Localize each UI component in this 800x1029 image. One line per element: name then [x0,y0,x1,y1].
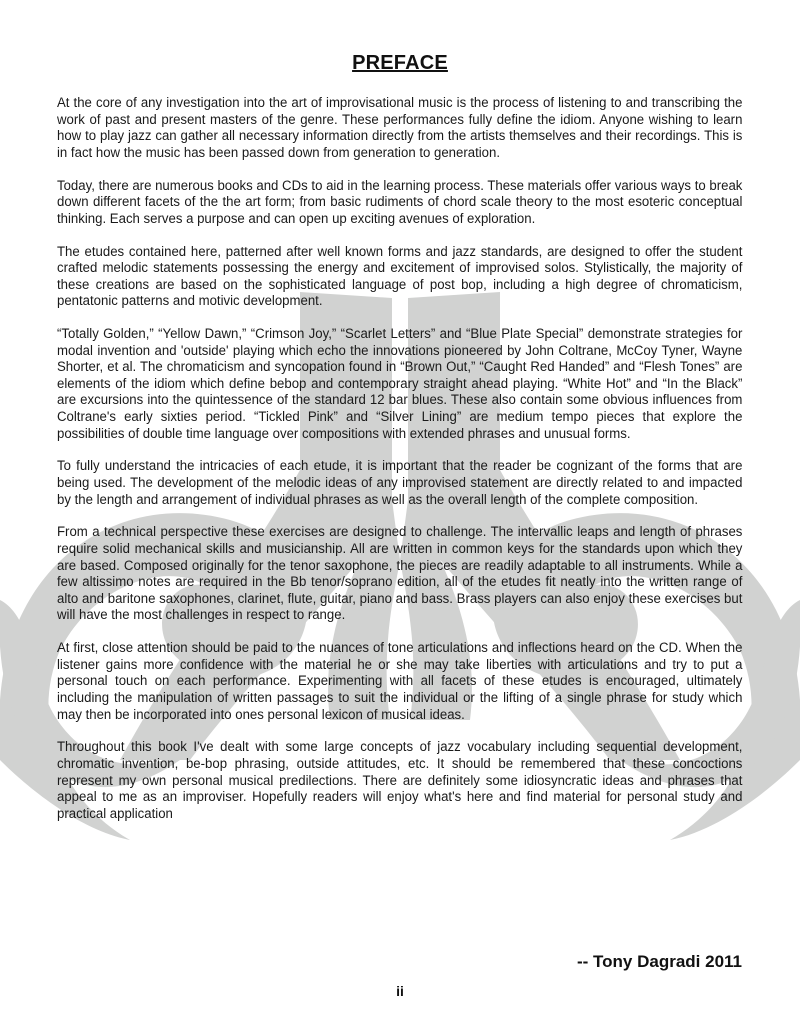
author-signature: -- Tony Dagradi 2011 [576,952,742,971]
paragraph: The etudes contained here, patterned after well known forms and jazz standards, are designed to offer the student crafted melodic statements possessing the energy and excitement of improvised solos. Stylistically, the majority of these creations are based on the sophisticated language of post bop, including a high degree of chromaticism, pentatonic patterns and motivic development. [57,243,743,310]
paragraph: From a technical perspective these exercises are designed to challenge. The intervallic leaps and length of phrases require solid mechanical skills and musicianship. All are written in common keys for the standards upon which they are based. Composed originally for the tenor saxophone, the pieces are readily adaptable to all instruments. While a few altissimo notes are required in the Bb tenor/soprano edition, all of the etudes fit neatly into the written range of alto and baritone saxophones, clarinet, flute, guitar, piano and bass. Brass players can also enjoy these exercises but will have the most challenges in respect to range. [57,524,743,624]
paragraph: “Totally Golden,” “Yellow Dawn,” “Crimson Joy,” “Scarlet Letters” and “Blue Plate Special” demonstrate strategies for modal invention and 'outside' playing which echo the innovations pioneered by John Coltrane, McCoy Tyner, Wayne Shorter, et al. The chromaticism and syncopation found in “Brown Out,” “Caught Red Handed” and “Flesh Tones” are elements of the idiom which define bebop and contemporary straight ahead playing. “White Hot” and “In the Black” are excursions into the quintessence of the standard 12 bar blues. These also contain some obvious influences from Coltrane's early sixties period. “Tickled Pink” and “Silver Lining” are medium tempo pieces that explore the possibilities of double time language over compositions with extended phrases and unusual forms. [57,326,743,442]
paragraph: At first, close attention should be paid to the nuances of tone articulations and inflections heard on the CD. When the listener gains more confidence with the material he or she may take liberties with articulations and try to put a personal touch on each performance. Experimenting with all facets of these etudes is encouraged, ultimately including the manipulation of written passages to suit the individual or the lifting of a single phrase for study which may then be incorporated into ones personal lexicon of musical ideas. [57,640,743,723]
paragraph: Today, there are numerous books and CDs to aid in the learning process. These materials offer various ways to break down different facets of the the art form; from basic rudiments of chord scale theory to the most esoteric conceptual thinking. Each serves a purpose and can open up exciting avenues of exploration. [57,177,743,227]
paragraph: To fully understand the intricacies of each etude, it is important that the reader be cognizant of the forms that are being used. The development of the melodic ideas of any improvised statement are directly related to and impacted by the length and arrangement of individual phrases as well as the overall length of the complete composition. [57,458,743,508]
paragraph: Throughout this book I've dealt with some large concepts of jazz vocabulary including sequential development, chromatic invention, be-bop phrasing, outside attitudes, etc. It should be remembered that these concoctions represent my own personal musical predilections. There are definitely some idiosyncratic ideas and phrases that appeal to me as an improviser. Hopefully readers will enjoy what's here and find material for personal study and practical application [57,739,743,822]
preface-body [57,95,742,838]
page-title: PREFACE [352,52,448,74]
page-number: ii [396,983,404,999]
paragraph: At the core of any investigation into the art of improvisational music is the process of listening to and transcribing the work of past and present masters of the genre. These performances fully define the idiom. Anyone wishing to learn how to play jazz can gather all necessary information directly from the artists themselves and their recordings. This is in fact how the music has been passed down from generation to generation. [57,95,743,161]
